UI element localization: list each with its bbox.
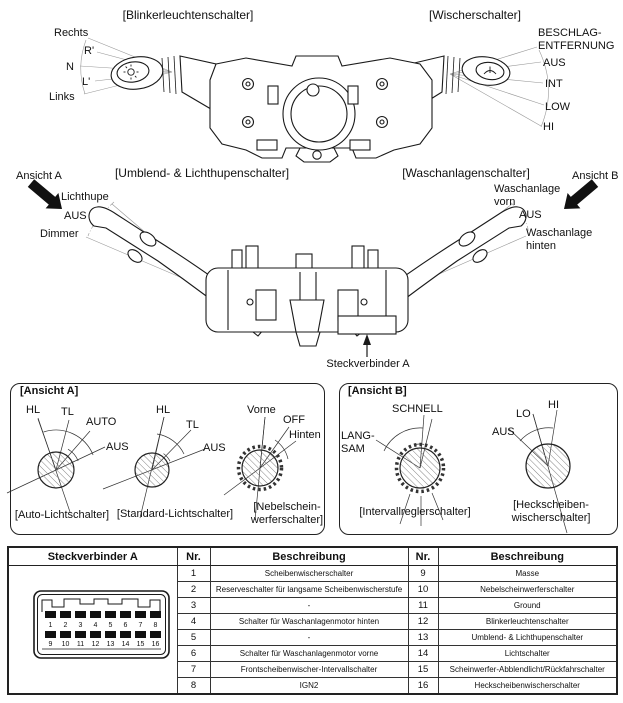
fog-light-switch-caption: [Nebelschein- werferschalter] <box>250 501 324 526</box>
pin-number-cell: 13 <box>408 630 438 646</box>
position-label-l-prime: L' <box>82 76 91 88</box>
svg-text:6: 6 <box>123 622 128 629</box>
pin-description-cell: Ground <box>438 598 617 614</box>
pin-description-cell: Nebelscheinwerferschalter <box>438 582 617 598</box>
position-label-rechts: Rechts <box>54 27 89 39</box>
nr-column-header: Nr. <box>408 547 438 566</box>
pin-description-cell: Reserveschalter für langsame Scheibenwischerstufe <box>210 582 408 598</box>
table-row <box>8 566 617 582</box>
position-label-hi: HI <box>543 121 554 133</box>
pin-description-cell: - <box>210 598 408 614</box>
pin-description-cell: Heckscheibenwischerschalter <box>438 678 617 695</box>
pin-number-cell: 11 <box>408 598 438 614</box>
connector-drawing-cell <box>8 566 177 695</box>
pin-number-cell: 16 <box>408 678 438 695</box>
pin-number-cell: 9 <box>408 566 438 582</box>
pin-number-cell: 1 <box>177 566 210 582</box>
interval-label-langsam: LANG- SAM <box>341 430 375 455</box>
svg-text:10: 10 <box>61 641 70 648</box>
position-label-waschanlage-hinten: Waschanlage hinten <box>526 227 593 252</box>
pin-description-cell: Lichtschalter <box>438 646 617 662</box>
position-label-links: Links <box>49 91 75 103</box>
rear-wiper-label-aus: AUS <box>492 426 515 438</box>
standard-light-label-aus: AUS <box>203 442 226 454</box>
svg-text:7: 7 <box>138 622 143 629</box>
pin-description-cell: Masse <box>438 566 617 582</box>
description-column-header: Beschreibung <box>210 547 408 566</box>
svg-text:3: 3 <box>78 622 83 629</box>
view-a-box-title: [Ansicht A] <box>20 385 79 397</box>
pin-description-cell: IGN2 <box>210 678 408 695</box>
svg-text:16: 16 <box>151 641 160 648</box>
washer-switch-title: [Waschanlagenschalter] <box>402 166 530 180</box>
standard-light-switch-caption: [Standard-Lichtschalter] <box>116 508 234 520</box>
connector-pin-numbers-row-2 <box>49 641 160 648</box>
pin-number-cell: 2 <box>177 582 210 598</box>
interval-switch-caption: [Intervallreglerschalter] <box>359 506 471 518</box>
pin-description-cell: Blinkerleuchtenschalter <box>438 614 617 630</box>
wiper-switch-title: [Wischerschalter] <box>428 8 522 22</box>
svg-text:9: 9 <box>48 641 53 648</box>
position-label-waschanlage-vorn: Waschanlage vorn <box>494 183 561 208</box>
standard-light-label-tl: TL <box>186 419 199 431</box>
svg-text:12: 12 <box>91 641 100 648</box>
rear-wiper-switch-caption: [Heckscheiben- wischerschalter] <box>511 499 591 524</box>
position-label-lichthupe: Lichthupe <box>61 191 109 203</box>
svg-text:5: 5 <box>108 622 113 629</box>
svg-text:1: 1 <box>48 622 53 629</box>
pin-description-cell: Scheibenwischerschalter <box>210 566 408 582</box>
connector-a-arrow-icon <box>363 334 371 357</box>
pin-number-cell: 7 <box>177 662 210 678</box>
middle-assembly-drawing <box>86 202 528 357</box>
top-housing-drawing <box>210 56 432 162</box>
pin-number-cell: 5 <box>177 630 210 646</box>
pin-number-cell: 12 <box>408 614 438 630</box>
connector-pinout-drawing <box>9 566 177 688</box>
auto-light-label-auto: AUTO <box>86 416 117 428</box>
fog-light-label-hinten: Hinten <box>289 429 321 441</box>
description-column-header: Beschreibung <box>438 547 617 566</box>
fog-light-label-off: OFF <box>283 414 305 426</box>
position-label-int: INT <box>545 78 563 90</box>
top-assembly-drawing <box>80 38 549 162</box>
auto-light-label-aus: AUS <box>106 441 129 453</box>
connector-pins-row-1 <box>45 611 161 618</box>
pin-number-cell: 4 <box>177 614 210 630</box>
position-label-aus: AUS <box>543 57 566 69</box>
rear-wiper-label-hi: HI <box>548 399 559 411</box>
connector-a-pinout-table <box>7 546 618 695</box>
nr-column-header: Nr. <box>177 547 210 566</box>
view-a-label: Ansicht A <box>16 170 62 182</box>
rear-wiper-label-lo: LO <box>516 408 531 420</box>
auto-light-label-tl: TL <box>61 406 74 418</box>
connector-a-callout-label: Steckverbinder A <box>326 358 410 370</box>
middle-housing-drawing <box>206 246 408 346</box>
turn-signal-switch-title: [Blinkerleuchtenschalter] <box>122 8 254 22</box>
connector-pin-numbers-row-1 <box>49 622 158 629</box>
position-label-beschlag-entfernung: BESCHLAG- ENTFERNUNG <box>538 27 615 52</box>
view-b-arrow-icon <box>564 179 598 209</box>
pin-description-cell: Scheinwerfer-Abblendlicht/Rückfahrschalter <box>438 662 617 678</box>
position-label-aus-washer: AUS <box>519 209 542 221</box>
pin-number-cell: 8 <box>177 678 210 695</box>
pin-number-cell: 6 <box>177 646 210 662</box>
standard-light-label-hl: HL <box>156 404 171 416</box>
svg-text:11: 11 <box>76 641 85 648</box>
connector-a-socket <box>338 316 396 334</box>
position-label-n: N <box>66 61 74 73</box>
view-b-box-title: [Ansicht B] <box>348 385 407 397</box>
pin-number-cell: 15 <box>408 662 438 678</box>
svg-text:8: 8 <box>153 622 158 629</box>
position-label-r-prime: R' <box>84 45 95 57</box>
svg-text:4: 4 <box>93 622 98 629</box>
svg-text:14: 14 <box>121 641 130 648</box>
connector-column-header: Steckverbinder A <box>8 547 177 566</box>
connector-pins-row-2 <box>45 631 161 638</box>
position-label-aus-dimmer: AUS <box>64 210 87 222</box>
pin-description-cell: Schalter für Waschanlagenmotor hinten <box>210 614 408 630</box>
pin-description-cell: Schalter für Waschanlagenmotor vorne <box>210 646 408 662</box>
position-label-dimmer: Dimmer <box>40 228 79 240</box>
view-a-arrow-icon <box>28 179 62 209</box>
svg-text:15: 15 <box>136 641 145 648</box>
svg-text:2: 2 <box>63 622 68 629</box>
svg-text:13: 13 <box>106 641 115 648</box>
auto-light-switch-caption: [Auto-Lichtschalter] <box>14 509 110 521</box>
pin-description-cell: - <box>210 630 408 646</box>
pin-description-cell: Frontscheibenwischer-Intervallschalter <box>210 662 408 678</box>
pin-number-cell: 14 <box>408 646 438 662</box>
turn-signal-lever-drawing <box>109 54 216 112</box>
pin-number-cell: 3 <box>177 598 210 614</box>
view-b-label: Ansicht B <box>572 170 619 182</box>
fog-light-label-vorne: Vorne <box>247 404 276 416</box>
table-header-row <box>8 547 617 566</box>
position-label-low: LOW <box>545 101 571 113</box>
auto-light-label-hl: HL <box>26 404 41 416</box>
interval-label-schnell: SCHNELL <box>392 403 443 415</box>
dimmer-passing-switch-title: [Umblend- & Lichthupenschalter] <box>114 166 290 180</box>
pin-description-cell: Umblend- & Lichthupenschalter <box>438 630 617 646</box>
wiper-position-leader-lines <box>450 47 549 127</box>
pin-number-cell: 10 <box>408 582 438 598</box>
